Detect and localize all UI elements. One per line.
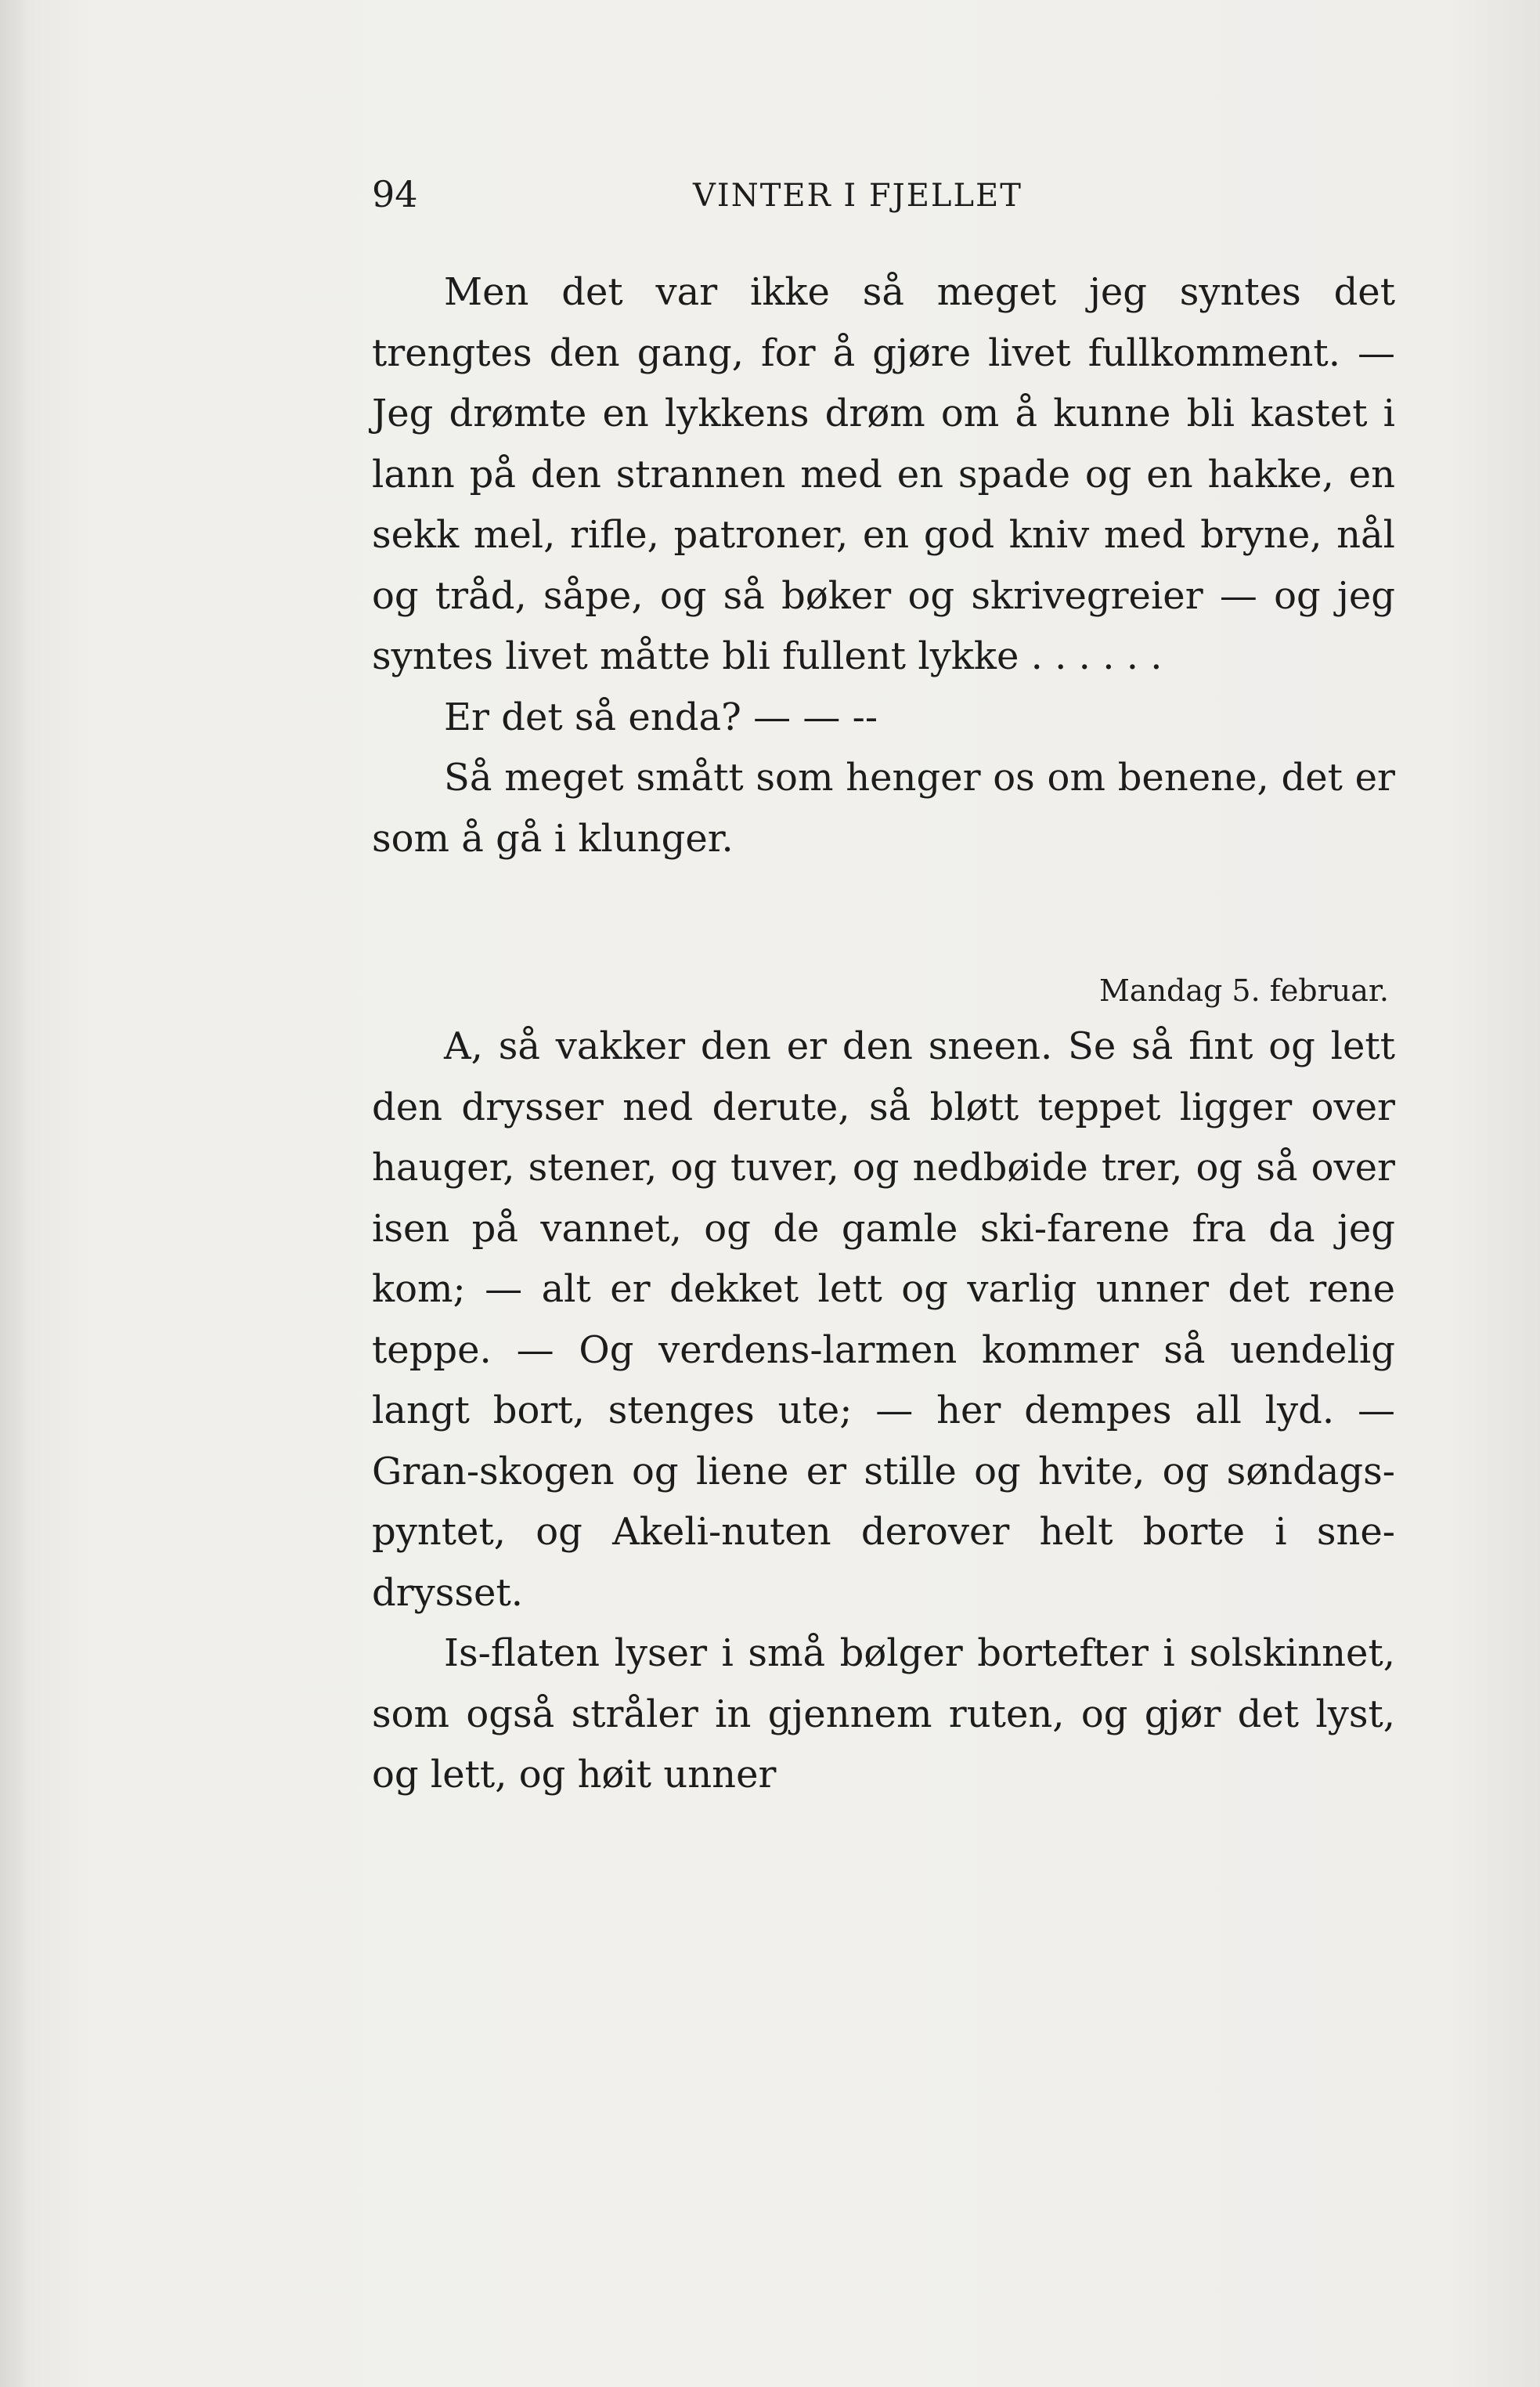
paragraph: Men det var ikke så meget jeg syntes det trengtes den gang, for å gjøre livet fullkomment. — Jeg drømte en lykkens drøm om å kunne bli kastet i lann på den strannen med en spade og en hakke, en sekk mel, rifle, patroner, en god kniv med bryne, nål og tråd, såpe, og så bøker og skrivegreier — og jeg syntes livet måtte bli fullent lykke . . . . . .: [372, 270, 1395, 678]
page-edge-shadow: [0, 0, 30, 2387]
dateline: Mandag 5. februar.: [1099, 973, 1389, 1008]
paragraph: A, så vakker den er den sneen. Se så fint og lett den drysser ned derute, så bløtt teppet ligger over hauger, stener, og tuver, og nedbøide trer, og så over isen på vannet, og de gamle ski-farene fra da jeg kom; — alt er dekket lett og varlig unner det rene teppe. — Og verdens-larmen kommer så uendelig langt bort, stenges ute; — her dempes all lyd. — Gran-skogen og liene er stille og hvite, og søndags-pyntet, og Akeli-nuten derover helt borte i sne-drysset.: [372, 1024, 1395, 1615]
paragraph: Is-flaten lyser i små bølger bortefter i solskinnet, som også stråler in gjennem ruten, og gjør det lyst, og lett, og høit unner: [372, 1631, 1395, 1797]
running-title: VINTER I FJELLET: [693, 178, 1022, 214]
body-text: [372, 262, 1395, 1806]
paragraph: Er det så enda? — — --: [444, 695, 878, 739]
page-number: 94: [372, 173, 418, 215]
paragraph: Så meget smått som henger os om benene, det er som å gå i klunger.: [372, 756, 1395, 861]
page-header: [372, 171, 1464, 226]
